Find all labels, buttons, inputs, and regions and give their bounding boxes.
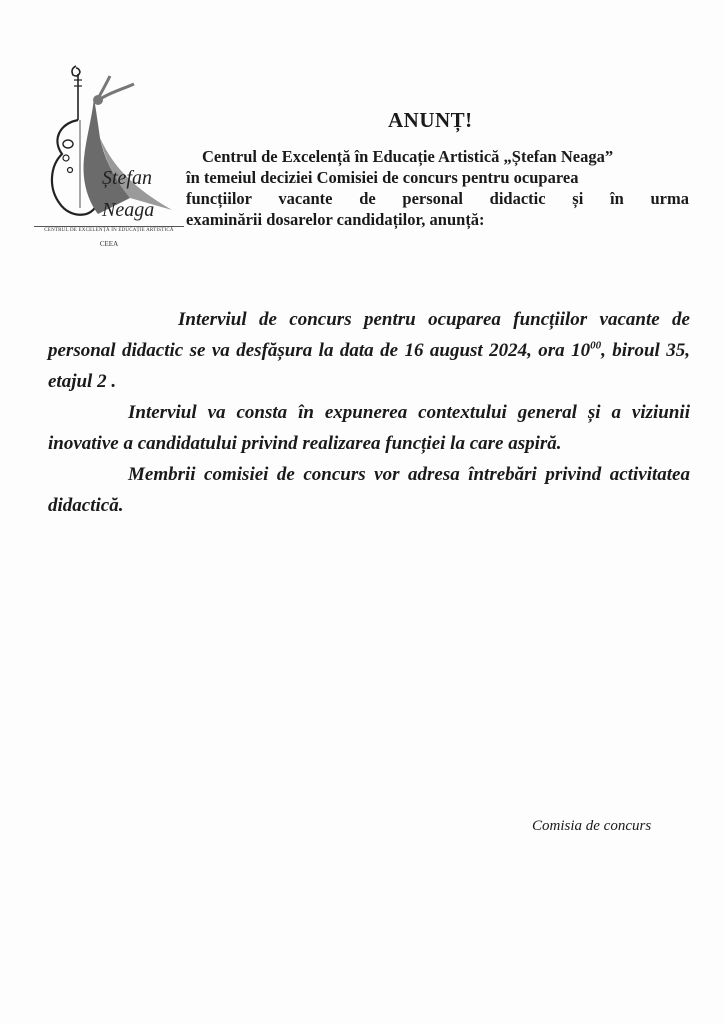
- interview-date-paragraph: [48, 304, 690, 397]
- header-line-2: în temeiul deciziei Comisiei de concurs pentru ocuparea: [186, 168, 579, 187]
- header-line-4: examinării dosarelor candidaților, anunță:: [186, 210, 485, 229]
- signature: Comisia de concurs: [532, 818, 652, 834]
- interview-location-text: , biroul 35, etajul 2 .: [48, 340, 690, 392]
- logo-last-name: Neaga: [102, 199, 155, 221]
- interview-content-paragraph: Interviul va consta în expunerea contextului general și a viziunii inovative a candidatului privind realizarea funcției la care aspiră.: [48, 402, 690, 454]
- header-paragraph: [186, 146, 689, 230]
- header-line-3: funcțiilor vacante de personal didactic și în urma: [186, 189, 689, 208]
- logo-caption: CENTRUL DE EXCELENȚĂ ÎN EDUCAȚIE ARTISTICĂ: [34, 226, 184, 233]
- logo-abbreviation: CEEA: [99, 240, 119, 248]
- violin-dancer-logo-graphic: [34, 58, 184, 233]
- interview-date-text: Interviul de concurs pentru ocuparea funcțiilor vacante de personal didactic se va desfășura la data de 16 august 2024, ora 10: [48, 309, 690, 361]
- school-logo: [34, 58, 184, 258]
- logo-first-name: Ștefan: [102, 167, 152, 189]
- commission-questions-paragraph: Membrii comisiei de concurs vor adresa întrebări privind activitatea didactică.: [48, 464, 690, 516]
- header-line-1: Centrul de Excelență în Educație Artistică „Ștefan Neaga”: [202, 147, 614, 166]
- page-title: ANUNȚ!: [388, 108, 473, 132]
- announcement-body: [48, 304, 690, 521]
- interview-time-superscript: 00: [590, 339, 602, 352]
